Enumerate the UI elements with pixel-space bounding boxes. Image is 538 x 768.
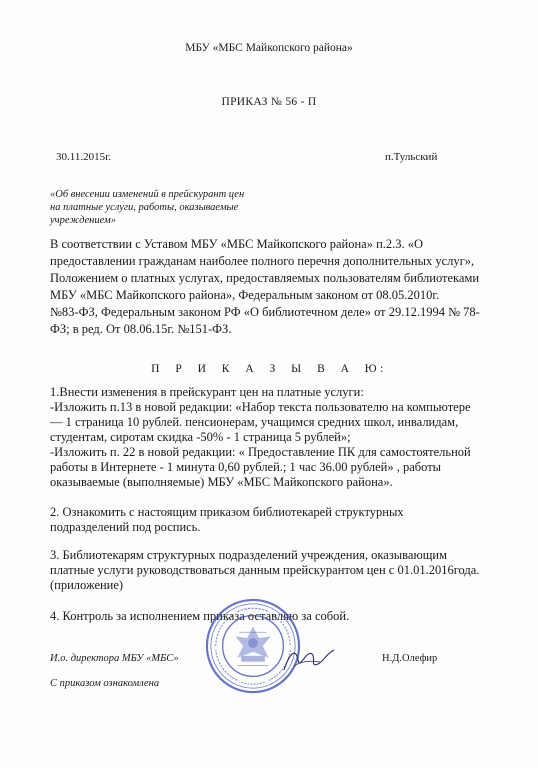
point-line: студентам, сиротам скидка -50% - 1 страница 5 рублей»;: [50, 430, 351, 444]
order-point-1: [50, 385, 471, 490]
order-point-2: [50, 505, 404, 535]
point-line: 2. Ознакомить с настоящим приказом библиотекарей структурных: [50, 505, 404, 519]
basis-line: Положением о платных услугах, предоставляемых пользователям библиотеками: [50, 271, 480, 285]
organization-name: МБУ «МБС Майкопского района»: [185, 42, 353, 54]
order-point-3: [50, 548, 479, 593]
point-line: платные услуги руководствоваться данным прейскурантом цен с 01.01.2016года.: [50, 563, 480, 577]
subject-line: «Об внесении изменений в прейскурант цен: [50, 189, 245, 200]
point-line: 4. Контроль за исполнением приказа оставляю за собой.: [50, 609, 350, 623]
handwritten-signature-icon: [280, 640, 340, 680]
acknowledgement-line: С приказом ознакомлена: [50, 678, 160, 689]
legal-basis-paragraph: [50, 236, 480, 338]
point-line: (приложение): [50, 578, 124, 592]
basis-line: №83-ФЗ, Федеральным законом РФ «О библиотечном деле» от 29.12.1994 № 78-: [50, 305, 480, 319]
point-line: — 1 страница 10 рублей. пенсионерам, учащимся средних школ, инвалидам,: [50, 415, 459, 429]
signatory-position: И.о. директора МБУ «МБС»: [50, 653, 179, 664]
point-line: подразделений под роспись.: [50, 520, 201, 534]
basis-line: предоставлении гражданам наиболее полного перечня дополнительных услуг»,: [50, 254, 475, 268]
point-line: 1.Внести изменения в прейскурант цен на платные услуги:: [50, 385, 364, 399]
order-subject: [50, 188, 244, 227]
basis-line: В соответствии с Уставом МБУ «МБС Майкопского района» п.2.3. «О: [50, 237, 424, 251]
point-line: оказываемые (выполняемые) МБУ «МБС Майкопского района».: [50, 475, 393, 489]
basis-line: ФЗ; в ред. От 08.06.15г. №151-ФЗ.: [50, 322, 232, 336]
point-line: работы в Интернете - 1 минута 0,60 рублей.; 1 час 36.00 рублей» , работы: [50, 460, 442, 474]
basis-line: МБУ «МБС Майкопского района», Федеральным законом от 08.05.2010г.: [50, 288, 440, 302]
order-point-4: [50, 609, 349, 624]
order-place: п.Тульский: [385, 151, 438, 163]
subject-line: учреждением»: [50, 215, 116, 226]
order-date: 30.11.2015г.: [56, 151, 112, 163]
signatory-name: Н.Д.Олефир: [382, 653, 438, 664]
subject-line: на платные услуги, работы, оказываемые: [50, 202, 239, 213]
point-line: 3. Библиотекарям структурных подразделений учреждения, оказывающим: [50, 548, 448, 562]
point-line: -Изложить п.13 в новой редакции: «Набор текста пользователю на компьютере: [50, 400, 471, 414]
order-title: ПРИКАЗ № 56 - П: [221, 96, 317, 108]
point-line: -Изложить п. 22 в новой редакции: « Предоставление ПК для самостоятельной: [50, 445, 471, 459]
decree-heading: П Р И К А З Ы В А Ю:: [151, 363, 387, 375]
